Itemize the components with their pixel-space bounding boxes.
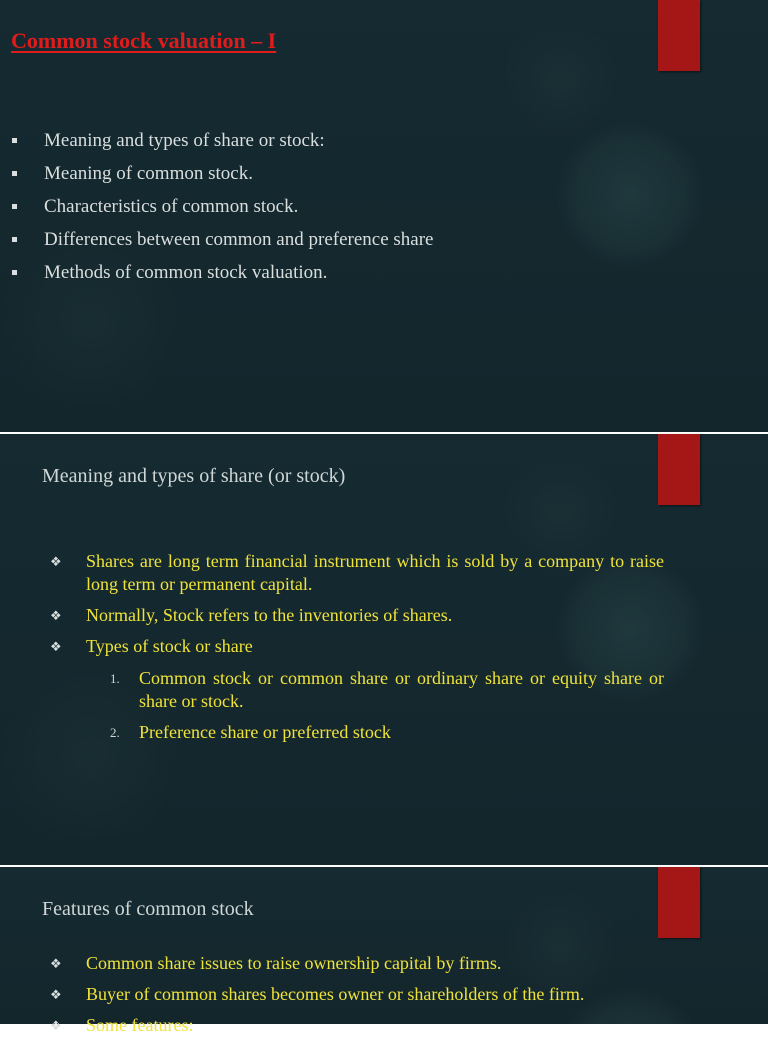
list-item-text: Normally, Stock refers to the inventories of shares. bbox=[86, 605, 453, 625]
numbered-item bbox=[110, 721, 664, 744]
list-item bbox=[0, 193, 433, 226]
diamond-bullet-icon: ❖ bbox=[50, 639, 62, 654]
red-accent-bar bbox=[658, 434, 700, 505]
square-bullet-icon bbox=[12, 138, 17, 143]
diamond-bullet-icon: ❖ bbox=[50, 956, 62, 971]
item-number: 2. bbox=[110, 725, 120, 740]
item-number: 1. bbox=[110, 671, 120, 686]
slide-title: Common stock valuation – I bbox=[11, 28, 277, 53]
list-item bbox=[50, 550, 664, 596]
red-accent-bar bbox=[658, 0, 700, 71]
numbered-item bbox=[110, 667, 664, 713]
slide-title: Meaning and types of share (or stock) bbox=[42, 465, 346, 487]
list-item bbox=[50, 635, 664, 658]
list-item bbox=[50, 1014, 664, 1037]
list-item bbox=[0, 259, 433, 292]
diamond-bullet-icon: ❖ bbox=[50, 987, 62, 1002]
diamond-bullet-icon: ❖ bbox=[50, 1018, 62, 1033]
list-item bbox=[0, 127, 433, 160]
red-accent-bar bbox=[658, 867, 700, 938]
list-item-text: Meaning of common stock. bbox=[44, 163, 253, 184]
diamond-bullet-icon: ❖ bbox=[50, 554, 62, 569]
list-item bbox=[0, 226, 433, 259]
slide-1 bbox=[0, 0, 768, 432]
list-item bbox=[0, 160, 433, 193]
list-item bbox=[50, 983, 664, 1006]
numbered-item-text: Common stock or common share or ordinary share or equity share or share or stock. bbox=[139, 668, 664, 711]
square-bullet-icon bbox=[12, 171, 17, 176]
slide-title: Features of common stock bbox=[42, 898, 254, 920]
list-item-text: Characteristics of common stock. bbox=[44, 196, 299, 217]
list-item-text: Common share issues to raise ownership capital by firms. bbox=[86, 953, 502, 973]
numbered-item-text: Preference share or preferred stock bbox=[139, 722, 391, 742]
list-item bbox=[50, 952, 664, 975]
bullet-list bbox=[0, 127, 433, 292]
list-item bbox=[50, 604, 664, 627]
square-bullet-icon bbox=[12, 237, 17, 242]
list-item-text: Some features: bbox=[86, 1015, 194, 1035]
list-item-text: Buyer of common shares becomes owner or shareholders of the firm. bbox=[86, 984, 585, 1004]
square-bullet-icon bbox=[12, 270, 17, 275]
list-item-text: Types of stock or share bbox=[86, 636, 253, 656]
list-item-text: Shares are long term financial instrument which is sold by a company to raise long term or permanent capital. bbox=[86, 551, 664, 594]
list-item-text: Differences between common and preference share bbox=[44, 229, 434, 250]
slide-2 bbox=[0, 434, 768, 865]
slide-3 bbox=[0, 867, 768, 1035]
list-item-text: Meaning and types of share or stock: bbox=[44, 130, 325, 151]
square-bullet-icon bbox=[12, 204, 17, 209]
list-item-text: Methods of common stock valuation. bbox=[44, 262, 328, 283]
diamond-bullet-icon: ❖ bbox=[50, 608, 62, 623]
